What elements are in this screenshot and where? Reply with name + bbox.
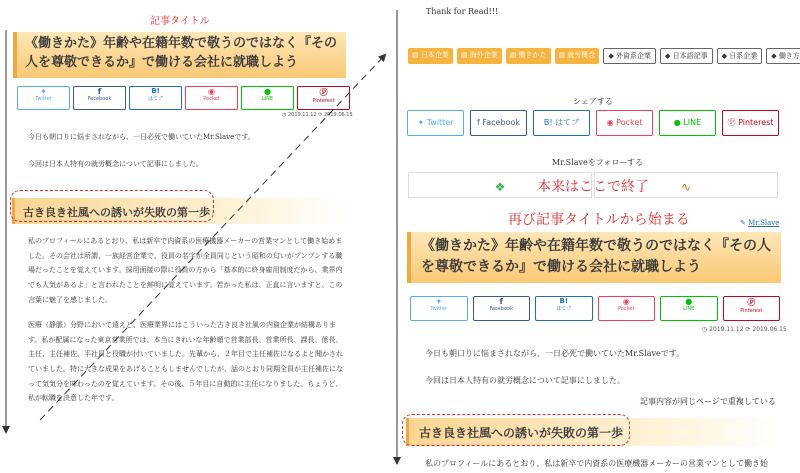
section-heading-text: 古き良き社風への誘いが失敗の第一歩: [23, 206, 210, 219]
pinterest-share-button[interactable]: [722, 110, 779, 136]
date-updated: 2019.06.15: [324, 112, 353, 118]
annotation-article-title-label: 記事タイトル: [150, 16, 210, 27]
diagonal-dashed-arrow: [40, 55, 385, 420]
twitter-share-button[interactable]: [407, 110, 464, 136]
twitter-label: Twitter: [35, 96, 52, 102]
line-label: LINE: [683, 306, 695, 312]
facebook-label: Facebook: [482, 118, 520, 127]
twitter-label: Twitter: [426, 118, 454, 127]
line-icon: ●: [264, 87, 271, 96]
clock-icon: ◷: [282, 112, 287, 118]
pencil-icon: ✎: [740, 219, 746, 227]
pinterest-share-button[interactable]: [723, 296, 781, 321]
category-tag-row: [408, 48, 800, 64]
keyword-tag[interactable]: ◆ 日系企業: [717, 48, 763, 64]
twitter-icon: ✦: [435, 297, 443, 306]
section-heading-text: 古き良き社風への誘いが失敗の第一歩: [419, 426, 624, 440]
hatena-icon: B!: [559, 297, 569, 305]
share-buttons-right-small: [410, 296, 780, 321]
facebook-share-button[interactable]: [470, 110, 527, 136]
date-updated: 2019.06.15: [752, 326, 787, 333]
pinterest-label: Pinterest: [738, 118, 774, 127]
post-dates-right: [702, 326, 787, 333]
article-paragraph-1: 今日も朝口りに悩まされながら、一日必死で働いていたMr.Slaveです。: [28, 133, 255, 141]
annotation-restart: 再び記事タイトルから始まる: [508, 212, 690, 228]
keyword-tag[interactable]: ◆ 働き方: [766, 48, 800, 64]
refresh-icon: ⟳: [318, 112, 323, 118]
annotation-oval-right: [402, 414, 630, 446]
article-title-text: 《働きかた》年齢や在籍年数で敬うのではなく『その人を尊敬できるか』で働ける会社に就職しよう: [25, 36, 338, 70]
facebook-label: Facebook: [489, 306, 513, 312]
hatena-share-button[interactable]: [535, 296, 593, 321]
share-buttons-right-large: [407, 110, 779, 136]
article-paragraph-4: 医療（静脈）分野において遠えど、医療業界にはこういった古き良き社風の内資企業が結構あります。私が配属になった東京営業所では、本当にきれいな年齢順で営業部長、営業所長、課長、係長、主任、主任補佐、平社員と役職が付いていました。先輩から、２年目で主任補佐になるよと聞かされていました。特に大きな成果をあげることもしませんでしたが、話のとおり同期全員が主任補佐になって気気分を味わったのを覚えています。その後、５年目に自動的に主任になりました。ちょうど、私が転職を決意した年です。: [28, 321, 343, 403]
category-tag[interactable]: ▤ 働きかた: [506, 48, 551, 64]
line-share-button[interactable]: [660, 296, 718, 321]
twitter-icon: ✦: [417, 118, 425, 127]
author-name: Mr.Slave: [748, 219, 780, 227]
pocket-label: Pocket: [616, 118, 643, 127]
facebook-icon: f: [97, 87, 102, 96]
keyword-tag[interactable]: ◆ 外資系企業: [603, 48, 656, 64]
pocket-icon: ◉: [622, 297, 630, 306]
pocket-label: Pocket: [618, 306, 635, 312]
keyword-tag[interactable]: ◆ 日本語記事: [660, 48, 713, 64]
category-tag[interactable]: ▤ 就労概念: [555, 48, 600, 64]
date-posted: 2019.11.12: [287, 112, 317, 118]
line-icon: ●: [673, 118, 681, 127]
article-paragraph-3: 私のプロフィールにあるとおり、私は新卒で内資系の医療機器メーカーの営業マンとして働き始めました。その会社は所謂、一族経営企業で、役員の名字が全員同じという昭和の匂いがプンプンする職場だったことを覚えています。採用面接の際に役員の方から「基本的に終身雇用制度だから、業界内でも人気があるよ」と言われたことを鮮明に覚えています。若かった私は、正直に言いますと、この言葉に魅了を感じました。: [28, 237, 343, 304]
facebook-label: Facebook: [87, 96, 112, 102]
pocket-share-button[interactable]: [598, 296, 656, 321]
category-tag[interactable]: ▤ 日本企業: [408, 48, 453, 64]
thanks-text: Thank for Read!!!: [426, 7, 499, 16]
pinterest-icon: Ⓟ: [747, 298, 756, 307]
annotation-end-here: 本来はここで終了: [537, 179, 649, 195]
feedly-icon: ❖: [494, 180, 506, 194]
line-share-button[interactable]: [659, 110, 716, 136]
facebook-icon: f: [477, 118, 480, 127]
category-tag[interactable]: ▤ 海外企業: [457, 48, 502, 64]
clock-icon: ◷: [702, 326, 708, 333]
pocket-icon: ◉: [208, 87, 215, 96]
rss-icon: ∿: [680, 180, 692, 194]
hatena-icon: B!: [151, 87, 160, 95]
pinterest-label: Pinterest: [740, 308, 763, 314]
hatena-label: はてブ: [147, 96, 163, 102]
twitter-label: Twitter: [430, 306, 448, 312]
pocket-label: Pocket: [203, 96, 220, 102]
article-paragraph-2: 今回は日本人特有の就労概念について記事にしました。: [28, 160, 203, 168]
hatena-label: はてブ: [556, 306, 572, 312]
article-paragraph-1-dup: 今日も朝口りに悩まされながら、一日必死で働いていたMr.Slaveです。: [425, 349, 685, 358]
follow-heading: Mr.Slaveをフォローする: [552, 158, 643, 167]
facebook-share-button[interactable]: [473, 296, 531, 321]
author-link[interactable]: [740, 219, 779, 227]
twitter-share-button[interactable]: [410, 296, 468, 321]
line-icon: ●: [685, 297, 693, 306]
pocket-icon: ◉: [606, 118, 614, 127]
annotation-duplicate-note: 記事内容が同じページで重複している: [640, 397, 776, 406]
pocket-share-button[interactable]: [596, 110, 653, 136]
share-heading: シェアする: [573, 97, 613, 106]
hatena-icon: B!: [543, 118, 553, 127]
hatena-share-button[interactable]: [533, 110, 590, 136]
line-label: LINE: [683, 118, 702, 127]
twitter-icon: ✦: [40, 87, 47, 96]
refresh-icon: ⟳: [745, 326, 751, 333]
pinterest-icon: Ⓟ: [727, 118, 736, 127]
article-title-text: 《働きかた》年齢や在籍年数で敬うのではなく『その人を尊敬できるか』で働ける会社に就職しよう: [421, 238, 771, 275]
hatena-label: はてブ: [555, 118, 580, 127]
article-title-right: [407, 232, 781, 283]
pinterest-label: Pinterest: [312, 98, 335, 104]
article-paragraph-2-dup: 今回は日本人特有の就労概念について記事にしました。: [425, 376, 625, 385]
date-posted: 2019.11.12: [709, 326, 744, 333]
pinterest-icon: Ⓟ: [319, 88, 328, 97]
line-label: LINE: [261, 96, 274, 102]
article-paragraph-3-dup: 私のプロフィールにあるとおり、私は新卒で内資系の医療機器メーカーの営業マンとして働き始: [425, 459, 769, 468]
facebook-icon: f: [499, 297, 503, 306]
